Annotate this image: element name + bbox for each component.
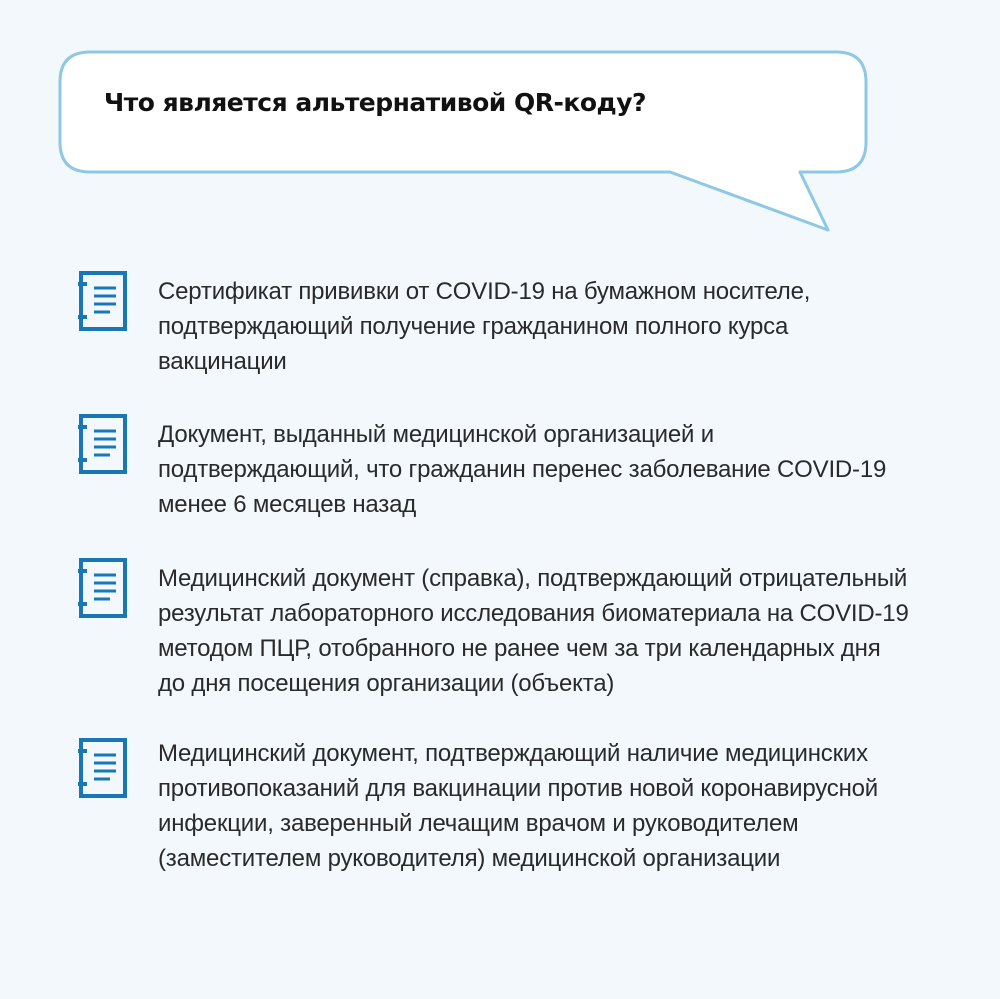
- document-icon: [78, 270, 128, 332]
- document-icon: [78, 737, 128, 799]
- document-icon: [78, 413, 128, 475]
- item-text: Сертификат прививки от COVID-19 на бумажном носителе, подтверждающий получение гражданином полного курса вакцинации: [158, 278, 811, 375]
- document-icon: [78, 557, 128, 619]
- item-text: Документ, выданный медицинской организацией и подтверждающий, что гражданин перенес заболевание COVID-19 менее 6 месяцев назад: [158, 421, 887, 518]
- question-title: Что является альтернативой QR-коду?: [104, 88, 647, 117]
- item-text: Медицинский документ (справка), подтверждающий отрицательный результат лабораторного исследования биоматериала на COVID-19 методом ПЦР, отобранного не ранее чем за три календарных дня до дня посещения организации (объекта): [158, 565, 909, 697]
- item-text: Медицинский документ, подтверждающий наличие медицинских противопоказаний для вакцинации против новой коронавирусной инфекции, заверенный лечащим врачом и руководителем (заместителем руководителя) медицинской организации: [158, 740, 878, 872]
- speech-bubble: [0, 0, 1000, 260]
- speech-bubble-shape: [0, 0, 1000, 260]
